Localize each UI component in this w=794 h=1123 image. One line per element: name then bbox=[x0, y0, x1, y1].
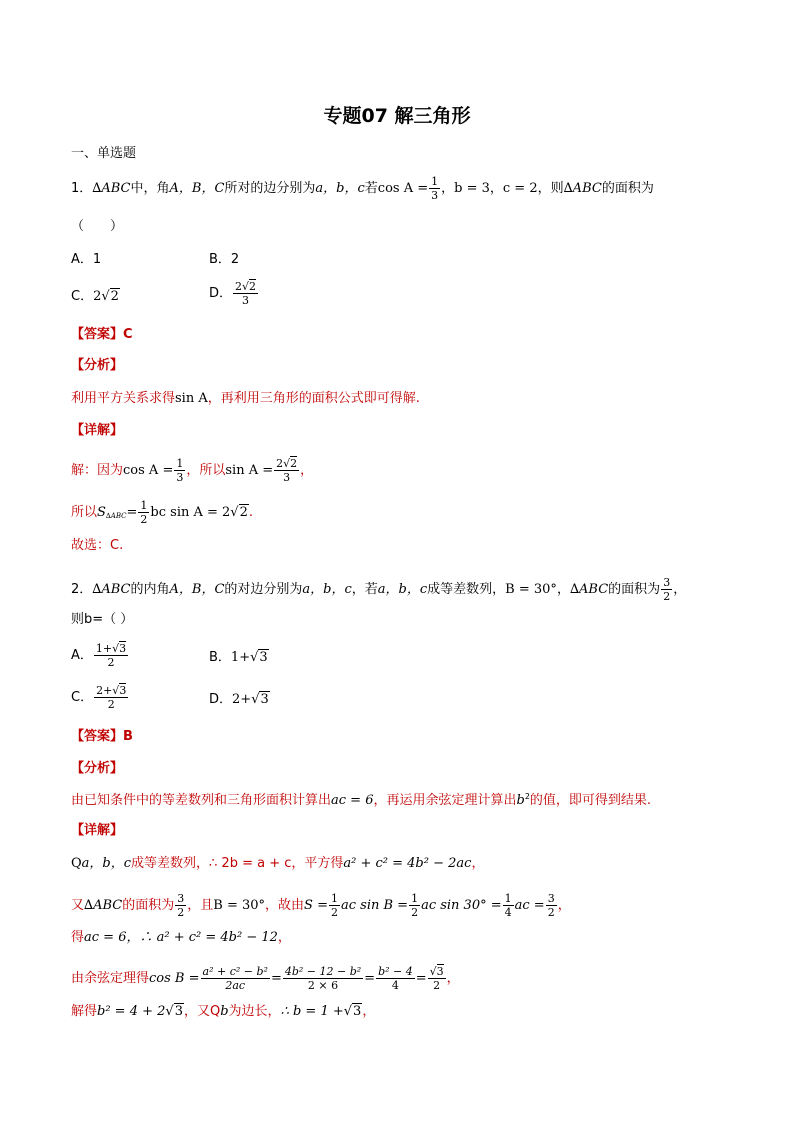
q1-option-d: D． $\frac{2√2}{3}$ bbox=[209, 280, 257, 307]
q1-answer: 【答案】C bbox=[71, 327, 133, 342]
q2-option-d: D．2+√3 bbox=[209, 692, 269, 707]
q1-paren: （ ） bbox=[71, 219, 124, 234]
q1-analysis-heading: 【分析】 bbox=[71, 358, 124, 373]
q1-option-c: C．2√2 bbox=[71, 289, 119, 304]
q1-solution-line2: 所以$S_{\Delta ABC}=$ $\frac{1}{2}$ bc sin A = 2√2. bbox=[71, 499, 254, 526]
q2-option-b: B．1+√3 bbox=[209, 650, 268, 665]
q2-option-a: A． $\frac{1+√3}{2}$ bbox=[71, 642, 127, 669]
q2-detail-line4: 由余弦定理得cos B = $\frac{\text{a² + c² − b²}}{2ac}$ = $\frac{\text{4b² − 12 − b²}}{2 \times 6}$ = $\frac{\text{b² − 4}}{4}$ = $\frac{√3}{2}$ ， bbox=[71, 965, 460, 992]
q2-question: 则b=（ ） bbox=[71, 612, 134, 627]
q2-detail-line5: 解得b² = 4 + 2√3，又Qb为边长，∴ b = 1 +√3， bbox=[71, 1004, 376, 1019]
q1-analysis: 利用平方关系求得sin A，再利用三角形的面积公式即可得解. bbox=[71, 391, 420, 406]
q2-stem: 2．∆ABC的内角A，B，C的对边分别为a，b，c，若a，b，c成等差数列，B = 30°，∆ABC的面积为 $\frac{3}{2}$ ， bbox=[71, 576, 687, 603]
q1-stem: 1．∆ABC中，角A，B，C所对的边分别为a，b，c若cos A = $\frac{1}{3}$ ，b = 3，c = 2，则∆ABC的面积为 bbox=[71, 175, 654, 202]
q2-detail-line3: 得ac = 6，∴ a² + c² = 4b² − 12， bbox=[71, 930, 291, 945]
q2-analysis: 由已知条件中的等差数列和三角形面积计算出ac = 6，再运用余弦定理计算出$b^2$的值，即可得到结果. bbox=[71, 792, 652, 808]
q1-option-b: B．2 bbox=[209, 252, 240, 267]
q2-analysis-heading: 【分析】 bbox=[71, 761, 124, 776]
q2-detail-heading: 【详解】 bbox=[71, 823, 124, 838]
q2-option-c: C． $\frac{2+√3}{2}$ bbox=[71, 684, 127, 711]
q1-conclusion: 故选：C. bbox=[71, 538, 124, 553]
q2-detail-line2: 又∆ABC的面积为 $\frac{3}{2}$ ，且B = 30°，故由S = $\frac{1}{2}$ ac sin B = $\frac{1}{2}$ ac sin 30° = $\frac{1}{4}$ ac = $\frac{3}{2}$ ， bbox=[71, 892, 571, 919]
section-heading: 一、单选题 bbox=[71, 146, 137, 161]
q2-detail-line1: Qa，b，c成等差数列，∴ 2b = a + c，平方得a² + c² = 4b² − 2ac， bbox=[71, 856, 485, 871]
q2-answer: 【答案】B bbox=[71, 729, 133, 744]
q1-detail-heading: 【详解】 bbox=[71, 423, 124, 438]
page-title: 专题07 解三角形 bbox=[323, 105, 471, 127]
q1-option-a: A．1 bbox=[71, 252, 102, 267]
q1-solution-line1: 解：因为cos A = $\frac{1}{3}$ ，所以sin A = $\frac{2√2}{3}$ ， bbox=[71, 457, 314, 484]
